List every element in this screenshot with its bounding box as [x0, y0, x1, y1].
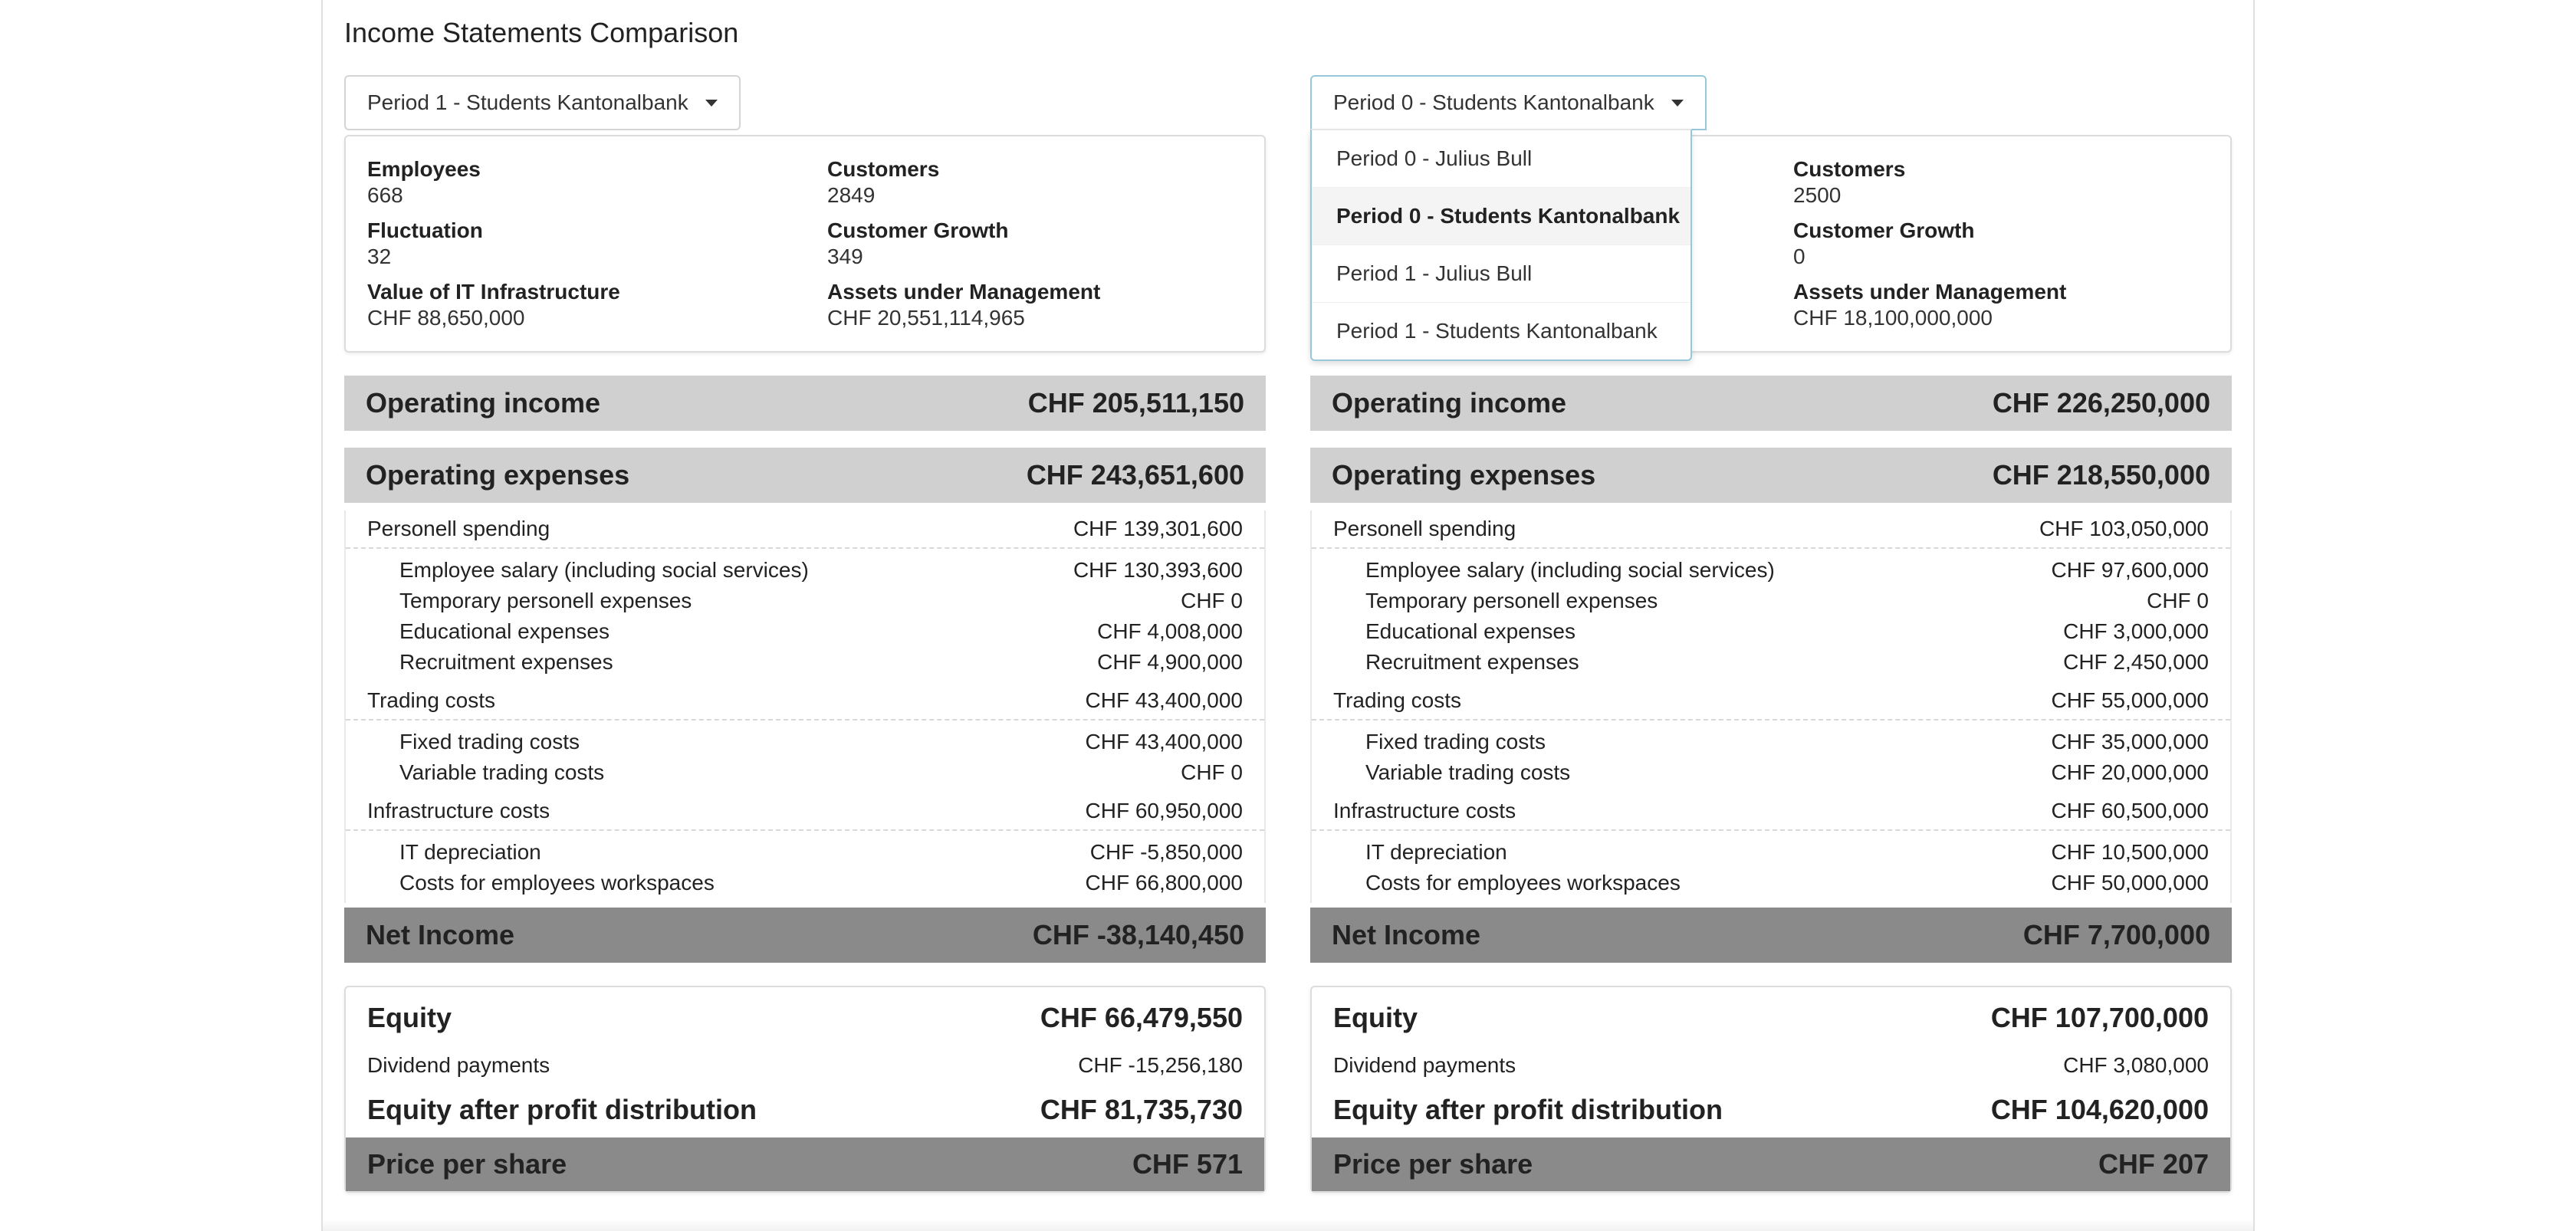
operating-expenses-row: Operating expenses CHF 218,550,000	[1310, 448, 2232, 503]
trading-row: Trading costs CHF 43,400,000	[346, 682, 1264, 721]
equity-card-left	[344, 986, 1266, 1193]
caret-down-icon	[1671, 100, 1684, 107]
kpi-card-left	[344, 135, 1266, 353]
kpi-employees: Employees 668	[367, 157, 481, 207]
net-income-row: Net Income CHF 7,700,000	[1310, 908, 2232, 963]
infra-row: Infrastructure costs CHF 60,950,000	[346, 793, 1264, 831]
page-title: Income Statements Comparison	[344, 17, 739, 48]
operating-expenses-row: Operating expenses CHF 243,651,600	[344, 448, 1266, 503]
dividend-row: Dividend payments CHF -15,256,180	[367, 1053, 1243, 1077]
fixed-trading-row: Fixed trading costs CHF 35,000,000	[1365, 730, 2209, 753]
infra-row: Infrastructure costs CHF 60,500,000	[1312, 793, 2230, 831]
period-selector-left-label: Period 1 - Students Kantonalbank	[367, 90, 688, 114]
kpi-aum: Assets under Management CHF 20,551,114,965	[827, 280, 1101, 330]
salary-row: Employee salary (including social services) CHF 97,600,000	[1365, 558, 2209, 582]
equity-card-right	[1310, 986, 2232, 1193]
right-column	[1310, 75, 2232, 1193]
temp-row: Temporary personell expenses CHF 0	[399, 589, 1243, 612]
kpi-customers: Customers 2500	[1793, 157, 1906, 207]
equity-after-row: Equity after profit distribution CHF 81,735,730	[367, 1094, 1243, 1125]
edu-row: Educational expenses CHF 4,008,000	[399, 619, 1243, 643]
operating-income-row: Operating income CHF 205,511,150	[344, 376, 1266, 431]
net-income-row: Net Income CHF -38,140,450	[344, 908, 1266, 963]
it-dep-row: IT depreciation CHF 10,500,000	[1365, 840, 2209, 864]
kpi-aum: Assets under Management CHF 18,100,000,000	[1793, 280, 2067, 330]
period-selector-right[interactable]	[1310, 75, 1707, 130]
recruit-row: Recruitment expenses CHF 4,900,000	[399, 650, 1243, 674]
kpi-customers: Customers 2849	[827, 157, 940, 207]
kpi-fluctuation: Fluctuation 32	[367, 218, 483, 268]
period-dropdown-menu	[1310, 129, 1692, 361]
equity-row: Equity CHF 66,479,550	[367, 1002, 1243, 1033]
kpi-customer-growth: Customer Growth 349	[827, 218, 1009, 268]
kpi-it-value: Value of IT Infrastructure CHF 88,650,000	[367, 280, 620, 330]
operating-income-row: Operating income CHF 226,250,000	[1310, 376, 2232, 431]
workspaces-row: Costs for employees workspaces CHF 50,000,000	[1365, 871, 2209, 895]
equity-after-row: Equity after profit distribution CHF 104,620,000	[1333, 1094, 2209, 1125]
equity-row: Equity CHF 107,700,000	[1333, 1002, 2209, 1033]
dropdown-option[interactable]: Period 1 - Students Kantonalbank	[1312, 302, 1691, 359]
it-dep-row: IT depreciation CHF -5,850,000	[399, 840, 1243, 864]
dividend-row: Dividend payments CHF 3,080,000	[1333, 1053, 2209, 1077]
var-trading-row: Variable trading costs CHF 20,000,000	[1365, 760, 2209, 784]
trading-row: Trading costs CHF 55,000,000	[1312, 682, 2230, 721]
price-per-share-row: Price per share CHF 571	[346, 1137, 1264, 1191]
var-trading-row: Variable trading costs CHF 0	[399, 760, 1243, 784]
bottom-fade	[323, 1219, 2253, 1231]
period-selector-left[interactable]	[344, 75, 741, 130]
period-selector-right-label: Period 0 - Students Kantonalbank	[1333, 90, 1654, 114]
personell-row: Personell spending CHF 139,301,600	[346, 510, 1264, 549]
recruit-row: Recruitment expenses CHF 2,450,000	[1365, 650, 2209, 674]
dropdown-option[interactable]: Period 1 - Julius Bull	[1312, 245, 1691, 302]
expense-details	[1310, 510, 2232, 903]
kpi-customer-growth: Customer Growth 0	[1793, 218, 1975, 268]
personell-row: Personell spending CHF 103,050,000	[1312, 510, 2230, 549]
dropdown-option-selected[interactable]: Period 0 - Students Kantonalbank	[1312, 187, 1691, 245]
dropdown-option[interactable]: Period 0 - Julius Bull	[1336, 146, 1533, 170]
edu-row: Educational expenses CHF 3,000,000	[1365, 619, 2209, 643]
expense-details	[344, 510, 1266, 903]
price-per-share-row: Price per share CHF 207	[1312, 1137, 2230, 1191]
temp-row: Temporary personell expenses CHF 0	[1365, 589, 2209, 612]
salary-row: Employee salary (including social services) CHF 130,393,600	[399, 558, 1243, 582]
fixed-trading-row: Fixed trading costs CHF 43,400,000	[399, 730, 1243, 753]
caret-down-icon	[705, 100, 718, 107]
left-column	[344, 75, 1266, 1193]
workspaces-row: Costs for employees workspaces CHF 66,800,000	[399, 871, 1243, 895]
